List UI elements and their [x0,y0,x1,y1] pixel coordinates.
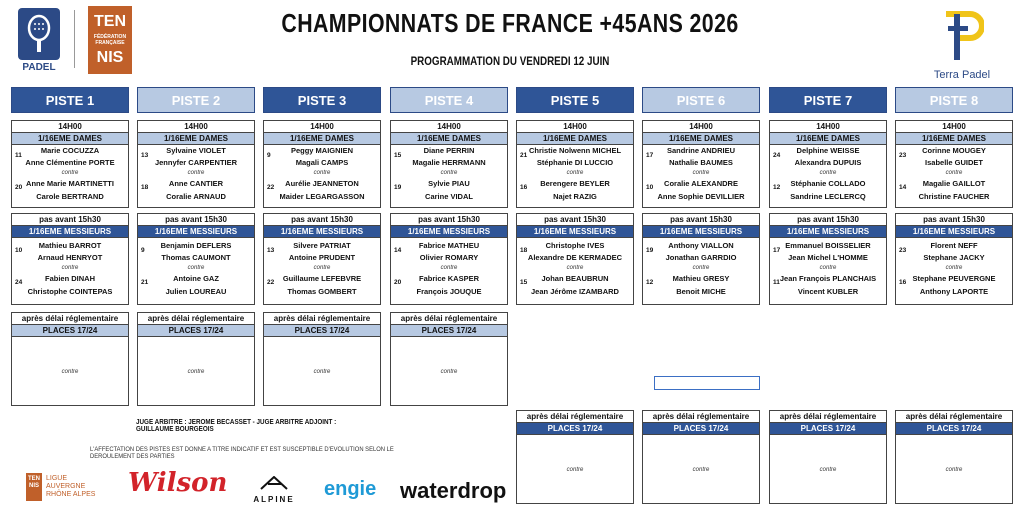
seed-number: 10 [646,184,654,191]
seed-number: 13 [267,247,275,254]
players-list [517,240,633,304]
seed-number: 19 [646,247,654,254]
versus-label: contre [440,265,458,271]
player-name: Magalie GAILLOT [922,179,986,188]
versus-label: contre [187,265,205,271]
versus-label: contre [819,467,837,473]
placement-block [390,312,508,406]
match-block-messieurs [769,213,887,305]
ligue-text [46,475,95,499]
match-category: 1/16EME MESSIEURS [896,226,1012,238]
player-name: Isabelle GUIDET [925,158,983,167]
player-name: Thomas GOMBERT [287,287,357,296]
match-category: 1/16EME MESSIEURS [770,226,886,238]
placement-block [263,312,381,406]
padel-racket-icon [18,8,60,60]
player-name: Anne Marie MARTINETTI [26,179,114,188]
match-time: après délai réglementaire [391,313,507,325]
player-name: Benoit MICHE [676,287,726,296]
player-name: Arnaud HENRYOT [37,253,103,262]
terra-padel-logo [922,10,1002,82]
player-name: Guillaume LEFEBVRE [282,274,362,283]
match-block-dames [390,120,508,208]
player-name: Antoine GAZ [173,274,219,283]
alpine-text: ALPINE [253,495,295,504]
ligue-logo [26,472,126,502]
placement-body [643,435,759,503]
versus-label: contre [692,467,710,473]
match-block-messieurs [390,213,508,305]
placement-body [12,337,128,405]
player-name: Stephane JACKY [923,253,985,262]
player-name: Sylvie PIAU [428,179,470,188]
versus-label: contre [945,170,963,176]
player-name: Magali CAMPS [295,158,349,167]
match-category: 1/16EME DAMES [12,133,128,145]
seed-number: 10 [15,247,23,254]
placement-block [516,410,634,504]
versus-label: contre [61,170,79,176]
player-name: Anthony VIALLON [668,241,734,250]
player-name: Thomas CAUMONT [161,253,231,262]
player-name: Sandrine LECLERCQ [790,192,866,201]
engie-logo: engie [324,478,377,500]
ligue-mark: TEN NIS [26,473,42,501]
page-subtitle: PROGRAMMATION DU VENDREDI 12 JUIN [410,54,610,68]
match-block-dames [137,120,255,208]
match-block-messieurs [137,213,255,305]
seed-number: 24 [15,279,23,286]
match-time: après délai réglementaire [264,313,380,325]
player-name: François JOUQUE [416,287,482,296]
match-category: 1/16EME DAMES [391,133,507,145]
match-time: 14H00 [391,121,507,133]
match-category: 1/16EME DAMES [896,133,1012,145]
players-list [264,240,380,304]
ligue-line: LIGUE [46,475,68,482]
fft-logo-top: TEN [94,13,126,30]
seed-number: 22 [267,184,275,191]
match-category: 1/16EME MESSIEURS [517,226,633,238]
piste-header[interactable]: PISTE 1 [11,87,129,113]
ligue-line: RHÔNE ALPES [46,491,96,498]
player-name: Christophe COINTEPAS [27,287,113,296]
placement-block [895,410,1013,504]
match-time: 14H00 [770,121,886,133]
seed-number: 15 [394,152,402,159]
match-time: pas avant 15h30 [643,214,759,226]
waterdrop-logo: waterdrop [400,478,507,503]
seed-number: 12 [773,184,781,191]
fft-logo-bottom: NIS [96,49,124,66]
player-name: Maider LEGARGASSON [279,192,365,201]
selected-cell[interactable] [654,376,760,390]
placement-block [137,312,255,406]
match-time: pas avant 15h30 [896,214,1012,226]
match-block-messieurs [11,213,129,305]
player-name: Florent NEFF [930,241,978,250]
match-time: pas avant 15h30 [138,214,254,226]
players-list [643,145,759,209]
player-name: Corinne MOUGEY [922,146,986,155]
match-category: 1/16EME MESSIEURS [643,226,759,238]
player-name: Anne Sophie DEVILLIER [657,192,745,201]
seed-number: 9 [141,247,145,254]
judge-line: JUGE ARBITRE : JEROME BECASSET - JUGE ARBITRE ADJOINT : GUILLAUME BOURGEOIS [136,419,337,433]
player-name: Carine VIDAL [425,192,473,201]
placement-block [11,312,129,406]
seed-number: 11 [773,279,780,286]
match-category: 1/16EME DAMES [643,133,759,145]
players-list [896,145,1012,209]
versus-label: contre [945,265,963,271]
match-category: 1/16EME MESSIEURS [391,226,507,238]
ligue-line: AUVERGNE [46,483,86,490]
match-category: PLACES 17/24 [517,423,633,435]
player-name: Mathieu GRESY [672,274,730,283]
placement-block [642,410,760,504]
match-category: 1/16EME DAMES [264,133,380,145]
seed-number: 14 [394,247,402,254]
match-category: 1/16EME MESSIEURS [264,226,380,238]
match-category: PLACES 17/24 [264,325,380,337]
match-block-messieurs [895,213,1013,305]
players-list [138,240,254,304]
match-block-messieurs [642,213,760,305]
player-name: Christine FAUCHER [918,192,990,201]
players-list [12,240,128,304]
versus-label: contre [819,265,837,271]
seed-number: 16 [899,279,907,286]
versus-label: contre [187,369,205,375]
seed-number: 17 [646,152,654,159]
seed-number: 22 [267,279,275,286]
piste-header[interactable]: PISTE 5 [516,87,634,113]
match-category: PLACES 17/24 [770,423,886,435]
match-time: 14H00 [138,121,254,133]
piste-header[interactable]: PISTE 3 [263,87,381,113]
seed-number: 20 [15,184,23,191]
terra-padel-mark-icon [940,10,984,62]
player-name: Antoine PRUDENT [288,253,356,262]
match-time: 14H00 [264,121,380,133]
player-name: Berengere BEYLER [540,179,610,188]
player-name: Jean François PLANCHAIS [779,274,877,283]
wilson-logo: Wilson [128,468,228,498]
match-time: 14H00 [12,121,128,133]
match-category: 1/16EME DAMES [517,133,633,145]
versus-label: contre [440,369,458,375]
player-name: Jennyfer CARPENTIER [154,158,238,167]
player-name: Stéphanie COLLADO [790,179,866,188]
piste-header[interactable]: PISTE 2 [137,87,255,113]
players-list [770,240,886,304]
match-category: PLACES 17/24 [138,325,254,337]
player-name: Nathalie BAUMES [669,158,733,167]
match-block-dames [895,120,1013,208]
player-name: Alexandra DUPUIS [794,158,862,167]
player-name: Johan BEAUBRUN [541,274,609,283]
versus-label: contre [313,369,331,375]
versus-label: contre [566,265,584,271]
versus-label: contre [692,170,710,176]
player-name: Jean Michel L'HOMME [788,253,868,262]
match-category: PLACES 17/24 [896,423,1012,435]
players-list [391,240,507,304]
seed-number: 23 [899,152,907,159]
seed-number: 23 [899,247,907,254]
players-list [12,145,128,209]
match-time: pas avant 15h30 [12,214,128,226]
placement-body [391,337,507,405]
match-block-messieurs [516,213,634,305]
seed-number: 24 [773,152,781,159]
match-time: après délai réglementaire [138,313,254,325]
versus-label: contre [945,467,963,473]
seed-number: 18 [520,247,528,254]
player-name: Carole BERTRAND [36,192,104,201]
alpine-logo [244,476,304,504]
match-category: 1/16EME MESSIEURS [12,226,128,238]
player-name: Fabrice KASPER [418,274,480,283]
player-name: Sandrine ANDRIEU [666,146,736,155]
match-time: 14H00 [643,121,759,133]
players-list [770,145,886,209]
versus-label: contre [313,265,331,271]
match-time: 14H00 [896,121,1012,133]
match-category: PLACES 17/24 [391,325,507,337]
versus-label: contre [566,170,584,176]
seed-number: 19 [394,184,402,191]
players-list [391,145,507,209]
piste-header[interactable]: PISTE 6 [642,87,760,113]
match-block-dames [642,120,760,208]
placement-body [770,435,886,503]
piste-header[interactable]: PISTE 7 [769,87,887,113]
piste-header[interactable]: PISTE 8 [895,87,1013,113]
player-name: Anthony LAPORTE [919,287,989,296]
player-name: Jean Jérôme IZAMBARD [531,287,619,296]
player-name: Delphine WEISSE [796,146,860,155]
match-time: pas avant 15h30 [391,214,507,226]
seed-number: 17 [773,247,781,254]
versus-label: contre [566,467,584,473]
match-block-dames [516,120,634,208]
player-name: Stéphanie DI LUCCIO [536,158,614,167]
match-category: 1/16EME MESSIEURS [138,226,254,238]
player-name: Coralie ALEXANDRE [664,179,738,188]
player-name: Aurélie JEANNETON [285,179,359,188]
versus-label: contre [440,170,458,176]
match-time: pas avant 15h30 [264,214,380,226]
versus-label: contre [692,265,710,271]
player-name: Coralie ARNAUD [166,192,226,201]
player-name: Peggy MAIGNIEN [290,146,354,155]
seed-number: 12 [646,279,654,286]
seed-number: 9 [267,152,271,159]
player-name: Christophe IVES [545,241,605,250]
padel-logo-text: PADEL [22,62,56,73]
seed-number: 13 [141,152,149,159]
player-name: Vincent KUBLER [797,287,859,296]
match-category: 1/16EME DAMES [770,133,886,145]
seed-number: 14 [899,184,907,191]
player-name: Anne Clémentine PORTE [25,158,115,167]
seed-number: 21 [520,152,528,159]
page-title: CHAMPIONNATS DE FRANCE +45ANS 2026 [281,8,739,38]
match-time: après délai réglementaire [770,411,886,423]
player-name: Emmanuel BOISSELIER [785,241,871,250]
match-time: après délai réglementaire [896,411,1012,423]
player-name: Najet RAZIG [553,192,597,201]
player-name: Julien LOUREAU [165,287,227,296]
match-category: 1/16EME DAMES [138,133,254,145]
player-name: Olivier ROMARY [419,253,479,262]
alpine-a-icon [259,476,289,490]
player-name: Fabrice MATHEU [418,241,480,250]
versus-label: contre [61,265,79,271]
fft-logo-small: FÉDÉRATION FRANÇAISE [93,34,127,46]
players-list [264,145,380,209]
versus-label: contre [313,170,331,176]
players-list [896,240,1012,304]
seed-number: 20 [394,279,402,286]
padel-logo [18,8,60,74]
match-time: 14H00 [517,121,633,133]
notice-line: L'AFFECTATION DES PISTES EST DONNE A TITRE INDICATIF ET EST SUSCEPTIBLE D'EVOLUTION SELON LE DEROULEMENT DES PARTIES [90,446,394,460]
seed-number: 18 [141,184,149,191]
match-category: PLACES 17/24 [643,423,759,435]
player-name: Anne CANTIER [168,179,224,188]
players-list [643,240,759,304]
player-name: Christie Nolwenn MICHEL [528,146,622,155]
versus-label: contre [819,170,837,176]
match-time: après délai réglementaire [643,411,759,423]
match-time: pas avant 15h30 [517,214,633,226]
player-name: Magalie HERRMANN [412,158,486,167]
player-name: Marie COCUZZA [40,146,100,155]
match-block-dames [11,120,129,208]
logo-divider [74,10,75,68]
match-block-dames [263,120,381,208]
fft-tennis-logo [88,6,132,74]
player-name: Stephane PEUVERGNE [912,274,996,283]
match-time: après délai réglementaire [517,411,633,423]
seed-number: 21 [141,279,149,286]
player-name: Jonathan GARRDIO [665,253,737,262]
placement-block [769,410,887,504]
player-name: Diane PERRIN [423,146,475,155]
players-list [138,145,254,209]
placement-body [517,435,633,503]
versus-label: contre [61,369,79,375]
players-list [517,145,633,209]
placement-body [138,337,254,405]
player-name: Fabien DINAH [44,274,95,283]
match-block-dames [769,120,887,208]
placement-body [896,435,1012,503]
match-block-messieurs [263,213,381,305]
terra-padel-text: Terra Padel [933,69,991,81]
match-time: après délai réglementaire [12,313,128,325]
versus-label: contre [187,170,205,176]
player-name: Sylvaine VIOLET [166,146,226,155]
player-name: Benjamin DEFLERS [160,241,232,250]
seed-number: 15 [520,279,528,286]
player-name: Mathieu BARROT [38,241,102,250]
player-name: Silvere PATRIAT [293,241,351,250]
match-category: PLACES 17/24 [12,325,128,337]
seed-number: 16 [520,184,528,191]
match-time: pas avant 15h30 [770,214,886,226]
seed-number: 11 [15,152,22,159]
placement-body [264,337,380,405]
piste-header[interactable]: PISTE 4 [390,87,508,113]
player-name: Alexandre DE KERMADEC [527,253,623,262]
